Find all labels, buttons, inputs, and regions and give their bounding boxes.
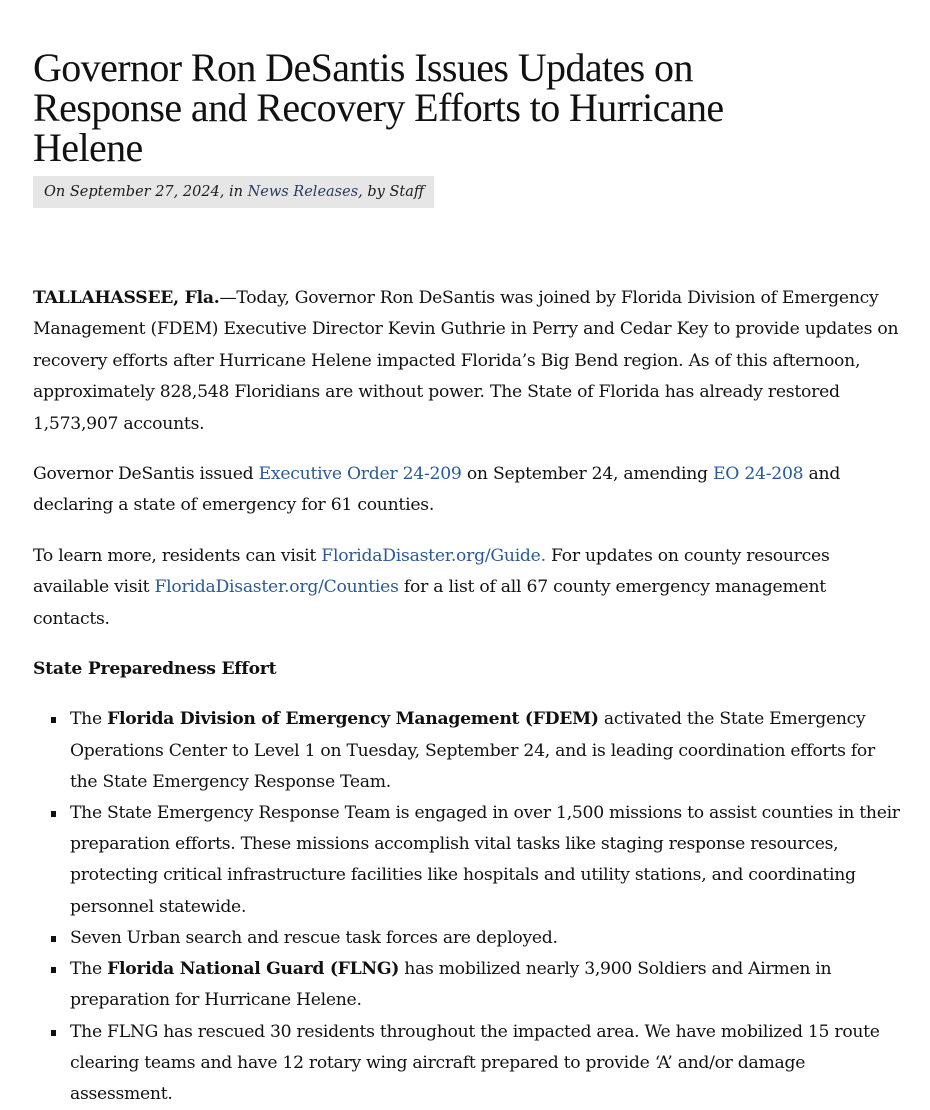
square-bullet-icon bbox=[51, 717, 56, 723]
category-link-news-releases[interactable]: News Releases bbox=[248, 184, 359, 200]
item-text: The bbox=[70, 959, 107, 979]
item-text: The State Emergency Response Team is engaged in over 1,500 missions to assist counties in their preparation efforts. These missions accomplish vital tasks like staging response resources, protecting critical infrastructure facilities like hospitals and utility stations, and coordinating personnel statewide. bbox=[70, 803, 900, 917]
article-body bbox=[33, 283, 903, 1110]
executive-order-24-209-link[interactable]: Executive Order 24-209 bbox=[259, 464, 462, 484]
list-item bbox=[70, 1017, 903, 1110]
item-text: Seven Urban search and rescue task forces are deployed. bbox=[70, 928, 558, 948]
list-item bbox=[70, 923, 903, 954]
learn-more-text-2: For updates on county resources available visit bbox=[33, 546, 830, 597]
list-item bbox=[70, 954, 903, 1016]
square-bullet-icon bbox=[51, 967, 56, 973]
item-bold-text: Florida Division of Emergency Management (FDEM) bbox=[107, 709, 599, 729]
square-bullet-icon bbox=[51, 1030, 56, 1036]
dateline: TALLAHASSEE, Fla. bbox=[33, 288, 219, 308]
eo-text-3: and declaring a state of emergency for 61 counties. bbox=[33, 464, 840, 515]
post-meta bbox=[33, 176, 434, 208]
post-author: , by Staff bbox=[358, 184, 424, 200]
article-header bbox=[33, 48, 905, 208]
florida-disaster-counties-link[interactable]: FloridaDisaster.org/Counties bbox=[154, 577, 398, 597]
page-title: Governor Ron DeSantis Issues Updates on Response and Recovery Efforts to Hurricane Helene bbox=[33, 48, 823, 168]
item-text: The bbox=[70, 709, 107, 729]
post-date: On September 27, 2024, in bbox=[44, 184, 248, 200]
intro-paragraph bbox=[33, 283, 903, 440]
item-text: has mobilized nearly 3,900 Soldiers and Airmen in preparation for Hurricane Helene. bbox=[70, 959, 831, 1010]
item-text: The FLNG has rescued 30 residents throughout the impacted area. We have mobilized 15 route clearing teams and have 12 rotary wing aircraft prepared to provide ‘A’ and/or damage assessment. bbox=[70, 1022, 880, 1104]
eo-24-208-link[interactable]: EO 24-208 bbox=[713, 464, 803, 484]
learn-more-text-1: To learn more, residents can visit bbox=[33, 546, 321, 566]
executive-order-paragraph bbox=[33, 459, 903, 522]
eo-text-1: Governor DeSantis issued bbox=[33, 464, 259, 484]
florida-disaster-guide-link[interactable]: FloridaDisaster.org/Guide. bbox=[321, 546, 546, 566]
square-bullet-icon bbox=[51, 936, 56, 942]
intro-text: —Today, Governor Ron DeSantis was joined by Florida Division of Emergency Management (FDEM) Executive Director Kevin Guthrie in Perry and Cedar Key to provide updates on recovery efforts after Hurricane Helene impacted Florida’s Big Bend region. As of this afternoon, approximately 828,548 Floridians are without power. The State of Florida has already restored 1,573,907 accounts. bbox=[33, 288, 898, 434]
learn-more-paragraph bbox=[33, 541, 903, 635]
item-bold-text: Florida National Guard (FLNG) bbox=[107, 959, 399, 979]
list-item bbox=[70, 798, 903, 923]
square-bullet-icon bbox=[51, 811, 56, 817]
learn-more-text-3: for a list of all 67 county emergency management contacts. bbox=[33, 577, 826, 628]
section-heading: State Preparedness Effort bbox=[33, 654, 903, 685]
list-item bbox=[70, 704, 903, 798]
eo-text-2: on September 24, amending bbox=[462, 464, 713, 484]
preparedness-list bbox=[33, 704, 903, 1110]
item-text: activated the State Emergency Operations Center to Level 1 on Tuesday, September 24, and is leading coordination efforts for the State Emergency Response Team. bbox=[70, 709, 875, 791]
